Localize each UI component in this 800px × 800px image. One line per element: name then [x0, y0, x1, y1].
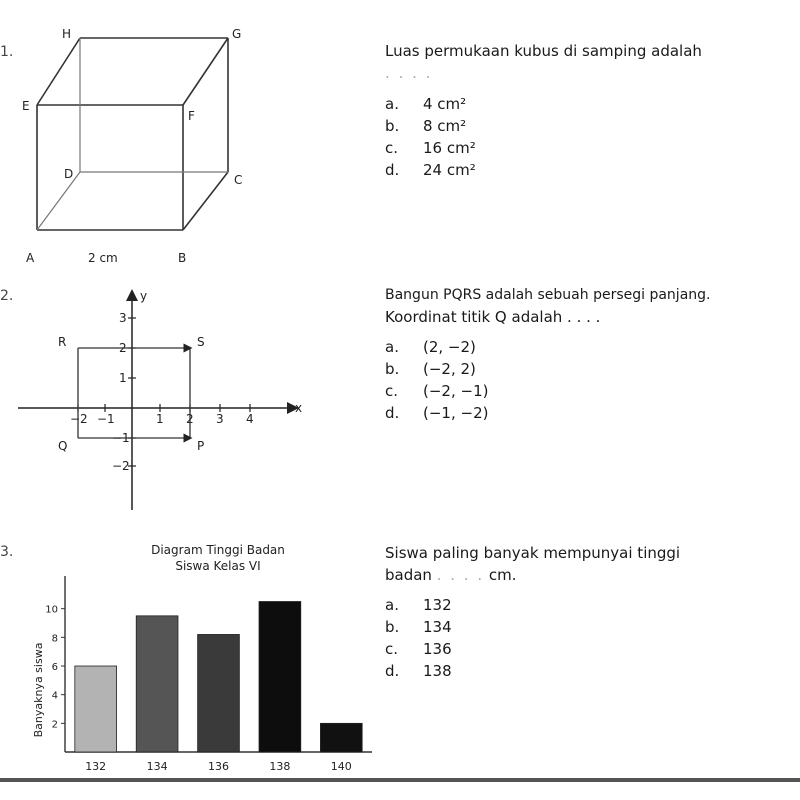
bar-140	[320, 723, 362, 752]
question-text-line1: Luas permukaan kubus di samping adalah	[385, 42, 702, 60]
question-text-line2: badan . . . . cm.	[385, 566, 517, 584]
options-list	[385, 93, 476, 181]
option-a[interactable]: a. 4 cm²	[385, 95, 467, 113]
vertex-a-label: A	[26, 251, 35, 265]
option-b[interactable]: b. (−2, 2)	[385, 360, 476, 378]
answer-blank: . . . .	[436, 566, 485, 584]
y-axis-label: y	[140, 289, 148, 303]
edge-length-label: 2 cm	[88, 251, 118, 265]
point-s-label: S	[197, 335, 205, 349]
bar-134	[136, 616, 178, 752]
vertex-c-label: C	[234, 173, 243, 187]
vertex-e-label: E	[22, 99, 30, 113]
option-d[interactable]: d. 138	[385, 662, 452, 680]
y-tick-label: 10	[45, 604, 58, 616]
x-tick-label: 136	[208, 760, 229, 773]
point-q-label: Q	[58, 439, 68, 453]
y-tick-label: 6	[51, 662, 58, 673]
point-p-label: P	[197, 439, 205, 453]
bar-136	[198, 634, 240, 752]
question-number: 2.	[0, 288, 14, 304]
vertex-h-label: H	[62, 27, 72, 41]
option-c[interactable]: c. (−2, −1)	[385, 382, 489, 400]
option-d[interactable]: d. 24 cm²	[385, 161, 476, 179]
x-tick-label: 4	[246, 412, 254, 426]
answer-blank: . . . .	[385, 64, 433, 82]
question-text	[385, 284, 710, 328]
page-bottom-rule	[0, 778, 800, 782]
vertex-b-label: B	[178, 251, 187, 265]
option-c[interactable]: c. 16 cm²	[385, 139, 476, 157]
y-tick-label: 8	[51, 633, 58, 645]
y-tick-label: −1	[112, 431, 130, 445]
question-text-line2: Koordinat titik Q adalah . . . .	[385, 308, 601, 326]
cube-figure	[0, 0, 280, 270]
chart-title-line1: Diagram Tinggi Badan	[151, 543, 285, 557]
question-text-line1: Bangun PQRS adalah sebuah persegi panjang.	[385, 287, 711, 303]
options-list	[385, 594, 452, 682]
bar-138	[259, 602, 301, 753]
option-d[interactable]: d. (−1, −2)	[385, 404, 489, 422]
coordinate-figure	[0, 270, 320, 530]
x-tick-label: 2	[186, 412, 194, 426]
option-b[interactable]: b. 8 cm²	[385, 117, 467, 135]
x-axis-label: x	[295, 401, 303, 415]
x-tick-label: 132	[85, 760, 107, 773]
x-tick-label: 134	[146, 760, 168, 773]
x-tick-label: −1	[97, 412, 115, 426]
question-2	[0, 270, 800, 530]
x-tick-label: 1	[156, 412, 164, 426]
option-c[interactable]: c. 136	[385, 640, 452, 658]
y-tick-label: 2	[51, 719, 58, 731]
y-tick-label: 4	[51, 690, 58, 702]
y-tick-label: 2	[119, 341, 127, 355]
question-1	[0, 0, 800, 270]
question-text-line1: Siswa paling banyak mempunyai tinggi	[385, 544, 681, 562]
edge-fg	[183, 38, 228, 105]
vertex-g-label: G	[232, 27, 242, 41]
y-axis-label: Banyaknya siswa	[32, 642, 45, 738]
question-text	[385, 40, 702, 84]
height-bar-chart	[0, 530, 385, 778]
x-tick-label: 140	[330, 760, 352, 773]
x-tick-label: −2	[70, 412, 88, 426]
option-a[interactable]: a. (2, −2)	[385, 338, 476, 356]
vertex-f-label: F	[188, 109, 195, 123]
question-number: 1.	[0, 44, 14, 60]
option-a[interactable]: a. 132	[385, 596, 452, 614]
chart-title-line2: Siswa Kelas VI	[175, 559, 261, 573]
y-tick-label: 1	[119, 371, 127, 385]
vertex-d-label: D	[64, 167, 74, 181]
edge-bc	[183, 172, 228, 230]
question-number: 3.	[0, 544, 14, 560]
x-tick-label: 3	[216, 412, 224, 426]
option-b[interactable]: b. 134	[385, 618, 452, 636]
options-list	[385, 336, 488, 424]
y-tick-label: 3	[119, 311, 127, 325]
point-r-label: R	[58, 335, 67, 349]
y-tick-label: −2	[112, 459, 130, 473]
x-tick-label: 138	[269, 760, 291, 773]
bar-132	[75, 666, 117, 752]
question-3	[0, 530, 800, 778]
question-text	[385, 542, 680, 586]
edge-ad	[37, 172, 80, 230]
edge-eh	[37, 38, 80, 105]
